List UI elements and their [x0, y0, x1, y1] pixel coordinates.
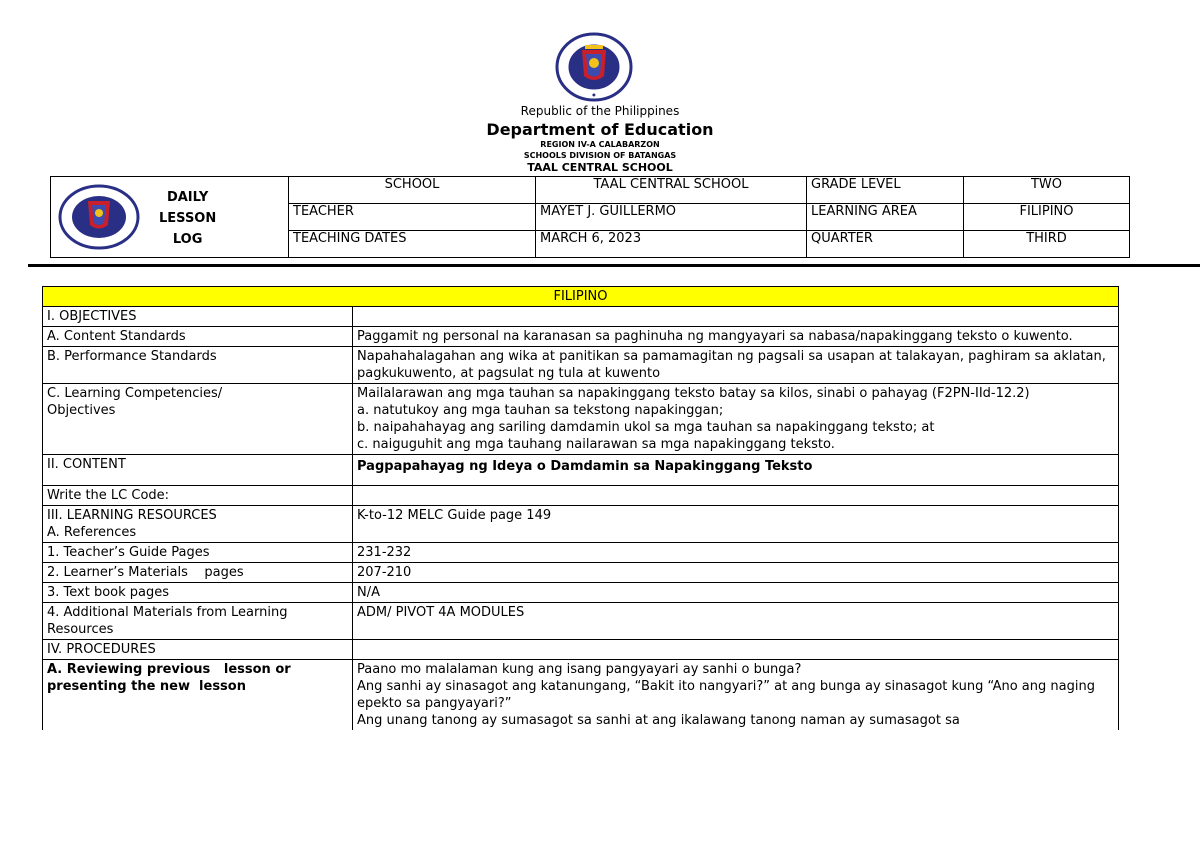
school-name-label: TAAL CENTRAL SCHOOL — [527, 161, 673, 174]
quarter-label-cell: QUARTER — [807, 231, 964, 258]
school-label-cell: SCHOOL — [289, 177, 536, 204]
additional-materials-value: ADM/ PIVOT 4A MODULES — [353, 603, 1119, 640]
additional-materials-label: 4. Additional Materials from Learning Resources — [43, 603, 353, 640]
objectives-row — [43, 307, 1119, 327]
department-title: Department of Education — [486, 120, 714, 139]
content-standards-label: A. Content Standards — [43, 327, 353, 347]
learners-materials-value: 207-210 — [353, 563, 1119, 583]
competency-b: b. naipahahayag ang sariling damdamin ukol sa mga tauhan sa napakinggang teksto; at — [357, 420, 935, 435]
dll-title-line-1: DAILY — [166, 190, 209, 205]
textbook-value: N/A — [353, 583, 1119, 603]
competency-main: Mailalarawan ang mga tauhan sa napakinggang teksto batay sa kilos, sinabi o pahayag (F2PN-IId-12.2) — [357, 386, 1030, 401]
teaching-dates-value-cell: MARCH 6, 2023 — [536, 231, 807, 258]
performance-standards-row — [43, 347, 1119, 384]
resources-label — [43, 506, 353, 543]
divider-line — [28, 264, 1200, 267]
resources-label-line-2: A. References — [47, 525, 137, 540]
review-label: A. Reviewing previous lesson or presenting the new lesson — [43, 660, 353, 731]
additional-materials-row — [43, 603, 1119, 640]
procedures-row — [43, 640, 1119, 660]
content-standards-value: Paggamit ng personal na karanasan sa paghinuha ng mangyayari sa nabasa/napakinggang teksto o kuwento. — [353, 327, 1119, 347]
daily-lesson-log-header — [50, 176, 1130, 258]
review-row — [43, 660, 1119, 731]
teaching-dates-label-cell: TEACHING DATES — [289, 231, 536, 258]
competencies-value — [353, 384, 1119, 455]
dll-title-cell — [51, 177, 289, 258]
header-row-school — [51, 177, 1130, 204]
textbook-row — [43, 583, 1119, 603]
lc-code-row — [43, 486, 1119, 506]
lc-code-label: Write the LC Code: — [43, 486, 353, 506]
content-standards-row — [43, 327, 1119, 347]
review-value — [353, 660, 1119, 731]
quarter-value-cell: THIRD — [964, 231, 1130, 258]
competencies-label-line-2: Objectives — [47, 403, 116, 418]
teachers-guide-label: 1. Teacher’s Guide Pages — [43, 543, 353, 563]
teacher-label-cell: TEACHER — [289, 204, 536, 231]
review-line-3: Ang unang tanong ay sumasagot sa sanhi at ang ikalawang tanong naman ay sumasagot sa — [357, 713, 960, 728]
resources-label-line-1: III. LEARNING RESOURCES — [47, 508, 217, 523]
performance-standards-label: B. Performance Standards — [43, 347, 353, 384]
procedures-value — [353, 640, 1119, 660]
dll-title-line-3: LOG — [172, 232, 203, 247]
subject-title: FILIPINO — [43, 287, 1119, 307]
deped-seal-logo — [555, 32, 633, 102]
objectives-value — [353, 307, 1119, 327]
competencies-row — [43, 384, 1119, 455]
competencies-label — [43, 384, 353, 455]
learners-materials-label: 2. Learner’s Materials pages — [43, 563, 353, 583]
dll-title-line-2: LESSON — [159, 211, 217, 226]
content-value: Pagpapahayag ng Ideya o Damdamin sa Napakinggang Teksto — [353, 455, 1119, 486]
review-line-2: Ang sanhi ay sinasagot ang katanungang, “Bakit ito nangyari?” at ang bunga ay sinasagot kung “Ano ang naging epekto sa pangyayari?” — [357, 679, 1095, 711]
grade-level-value-cell: TWO — [964, 177, 1130, 204]
teachers-guide-row — [43, 543, 1119, 563]
region-label: REGION IV-A CALABARZON — [540, 140, 660, 149]
lc-code-value — [353, 486, 1119, 506]
textbook-label: 3. Text book pages — [43, 583, 353, 603]
competency-a: a. natutukoy ang mga tauhan sa tekstong napakinggan; — [357, 403, 724, 418]
grade-level-label-cell: GRADE LEVEL — [807, 177, 964, 204]
teacher-value-cell: MAYET J. GUILLERMO — [536, 204, 807, 231]
competencies-label-line-1: C. Learning Competencies/ — [47, 386, 223, 401]
resources-row — [43, 506, 1119, 543]
learners-materials-row — [43, 563, 1119, 583]
content-label: II. CONTENT — [43, 455, 353, 486]
competency-c: c. naiguguhit ang mga tauhang nailarawan sa mga napakinggang teksto. — [357, 437, 835, 452]
teachers-guide-value: 231-232 — [353, 543, 1119, 563]
objectives-label: I. OBJECTIVES — [43, 307, 353, 327]
dll-title — [159, 187, 216, 250]
review-line-1: Paano mo malalaman kung ang isang pangyayari ay sanhi o bunga? — [357, 662, 802, 677]
school-value-cell: TAAL CENTRAL SCHOOL — [536, 177, 807, 204]
deped-small-seal-logo — [58, 184, 140, 250]
subject-row — [43, 287, 1119, 307]
learning-area-label-cell: LEARNING AREA — [807, 204, 964, 231]
learning-area-value-cell: FILIPINO — [964, 204, 1130, 231]
references-value: K-to-12 MELC Guide page 149 — [353, 506, 1119, 543]
performance-standards-value: Napahahalagahan ang wika at panitikan sa pamamagitan ng pagsali sa usapan at talakayan, paghiram sa aklatan, pagkukuwento, at pagsulat ng tula at kuwento — [353, 347, 1119, 384]
division-label: SCHOOLS DIVISION OF BATANGAS — [523, 151, 677, 160]
content-row — [43, 455, 1119, 486]
procedures-label: IV. PROCEDURES — [43, 640, 353, 660]
svg-text:●: ● — [592, 92, 596, 97]
republic-label: Republic of the Philippines — [520, 104, 680, 118]
lesson-plan-table — [42, 286, 1119, 730]
